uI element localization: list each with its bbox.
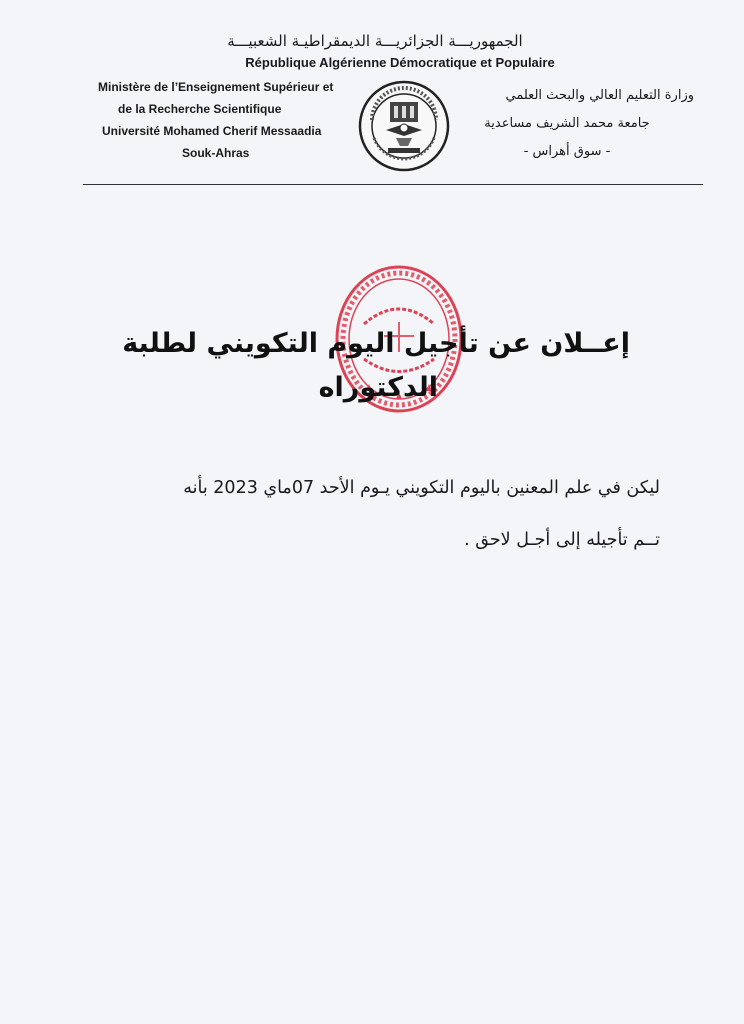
arabic-ministry-line: وزارة التعليم العالي والبحث العلمي <box>505 88 694 103</box>
university-name: Université Mohamed Cherif Messaadia <box>102 124 322 138</box>
arabic-republic-heading: الجمهوريـــة الجزائريـــة الديمقراطيـة الشعبيـــة <box>227 32 523 50</box>
body-line-2: تــم تأجيله إلى أجـل لاحق . <box>464 530 660 550</box>
arabic-university-line: جامعة محمد الشريف مساعدية <box>484 116 650 131</box>
ministry-line-2: de la Recherche Scientifique <box>118 102 282 116</box>
french-republic-heading: République Algérienne Démocratique et Populaire <box>245 55 555 70</box>
arabic-institution-block <box>452 82 694 166</box>
body-line-1: ليكن في علم المعنين باليوم التكويني يـوم الأحد 07ماي 2023 بأنه <box>183 478 660 498</box>
announcement-title <box>100 322 630 410</box>
ministry-line-1: Ministère de l’Enseignement Supérieur et <box>98 80 334 94</box>
title-line-1: إعــلان عن تأجيل اليوم التكويني لطلبة <box>122 328 630 359</box>
french-institution-block <box>88 76 358 164</box>
university-city: Souk-Ahras <box>182 146 250 160</box>
announcement-body <box>70 462 660 566</box>
arabic-city-line: - سوق أهراس - <box>523 144 611 159</box>
title-line-2: الدكتوراه <box>318 372 438 403</box>
university-seal-icon <box>358 80 450 172</box>
header-divider <box>83 184 703 185</box>
